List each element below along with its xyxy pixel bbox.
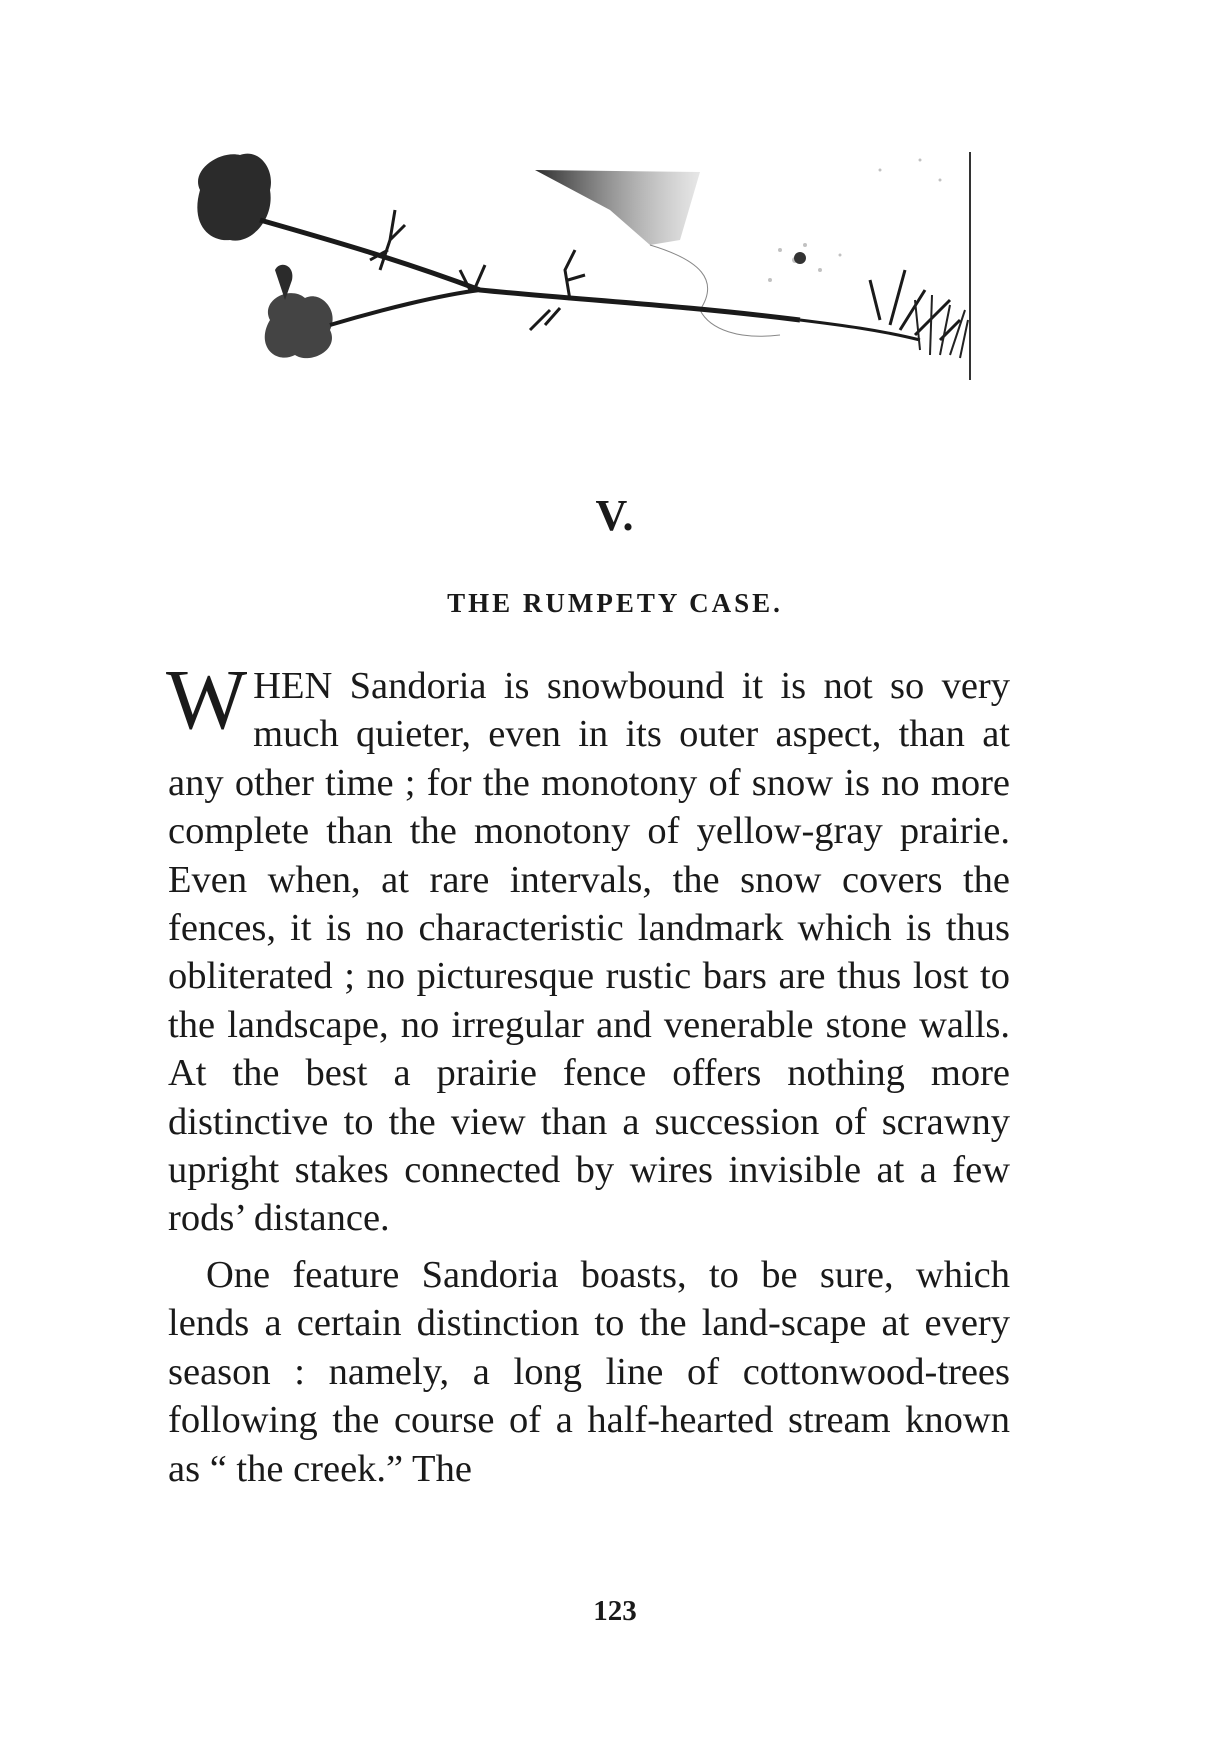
flower-stem (260, 220, 800, 320)
cloud-shape (535, 170, 700, 245)
chapter-number: V. (595, 491, 635, 540)
poppy-flower-lower (265, 293, 333, 358)
hill-outline (650, 245, 780, 336)
paragraph-2: One feature Sandoria boasts, to be sure, which lends a certain distinction to the land-scape at every season : namely, a long line of cottonwood-trees following the course of a half-hearted stream known as “ the creek.” The (168, 1253, 1010, 1490)
paragraph-1 (166, 651, 1010, 1243)
page-number: 123 (593, 1595, 637, 1627)
drop-cap: W (166, 651, 248, 747)
paragraph-1-text: HEN Sandoria is snowbound it is not so very much quieter, even in its outer aspect, than at any other time ; for the monotony of snow is no more complete than the monotony of yellow-gray prairie. Even when, at rare intervals, the snow covers the fences, it is no characteristic landmark which is thus obliterated ; no picturesque rustic bars are thus lost to the landscape, no irregular and venerable stone walls. At the best a prairie fence offers nothing more distinctive to the view than a succession of scrawny upright stakes connected by wires invisible at a few rods’ distance. (168, 665, 1010, 1240)
chapter-title: THE RUMPETY CASE. (447, 588, 783, 618)
poppy-flower-upper (197, 154, 271, 241)
headpiece-illustration (180, 150, 980, 410)
body-text (166, 651, 1010, 1493)
